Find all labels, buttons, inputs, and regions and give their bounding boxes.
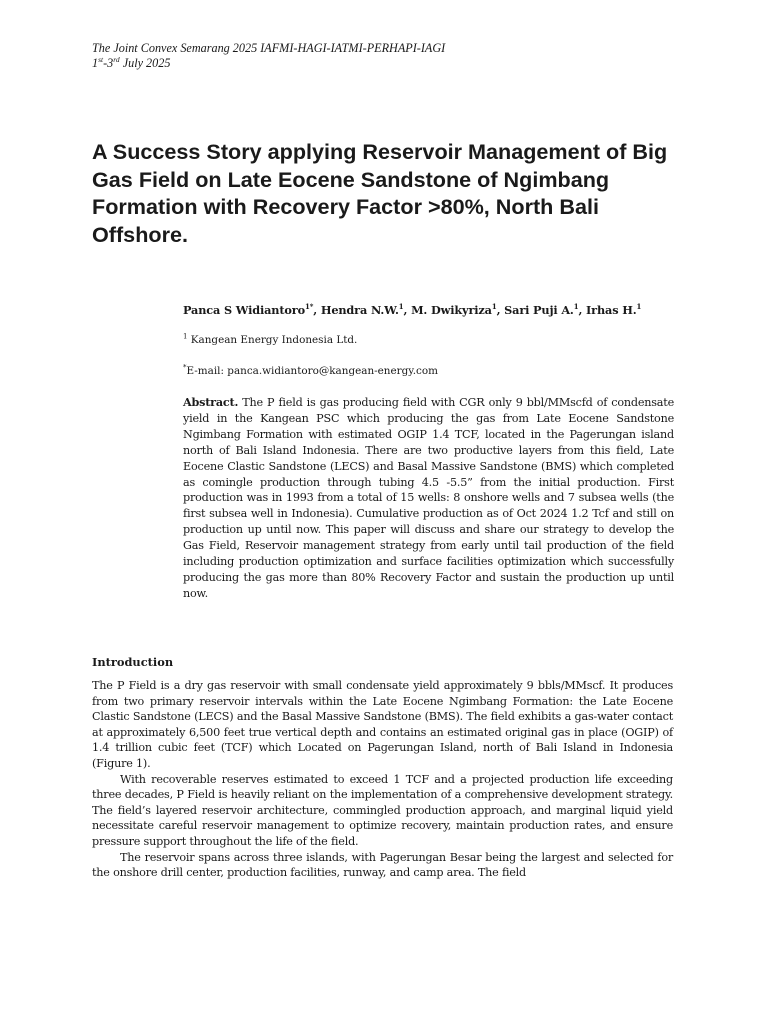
email-mark: * <box>183 363 187 372</box>
author-separator: , <box>313 303 321 317</box>
date-separator: -3 <box>103 56 114 70</box>
author-name: Panca S Widiantoro <box>183 303 305 317</box>
author-separator: , <box>578 303 587 317</box>
author-separator: , <box>403 303 412 317</box>
body-paragraph: With recoverable reserves estimated to exceed 1 TCF and a projected production life exceeding three decades, P Field is heavily reliant on the implementation of a comprehensive development strategy. The field’s layered reservoir architecture, commingled production approach, and marginal liquid yield necessitate careful reservoir management to optimize recovery, maintain production rates, and ensure pressure support throughout the life of the field. <box>92 772 673 848</box>
date-end-suffix: rd <box>113 54 120 64</box>
affiliation <box>183 333 683 348</box>
email-text: E-mail: panca.widiantoro@kangean-energy.com <box>186 365 438 377</box>
introduction-body <box>92 678 673 881</box>
author-affil-mark: 1* <box>305 302 314 312</box>
author-separator: , <box>496 303 505 317</box>
body-paragraph: The P Field is a dry gas reservoir with small condensate yield approximately 9 bbls/MMscf. It produces from two primary reservoir intervals within the Late Eocene Ngimbang Formation: the Late Eocene Clastic Sandstone (LECS) and the Basal Massive Sandstone (BMS). The field exhibits a gas-water contact at approximately 6,500 feet true vertical depth and contains an estimated original gas in place (OGIP) of 1.4 trillion cubic feet (TCF) which Located on Pagerungan Island, north of Bali Island in Indonesia (Figure 1). <box>92 679 673 770</box>
author-affil-mark: 1 <box>398 302 404 312</box>
running-header <box>92 41 692 71</box>
author-list <box>183 302 683 318</box>
conference-dates <box>92 56 692 71</box>
paper-title: A Success Story applying Reservoir Management of Big Gas Field on Late Eocene Sandstone of Ngimbang Formation with Recovery Factor >80%, North Bali Offshore. <box>92 139 668 247</box>
abstract <box>183 395 674 602</box>
corresponding-email <box>183 364 683 379</box>
date-start-suffix: st <box>98 54 104 64</box>
author-name: Hendra N.W. <box>320 303 399 317</box>
affiliation-text: Kangean Energy Indonesia Ltd. <box>187 334 358 346</box>
conference-name: The Joint Convex Semarang 2025 IAFMI-HAGI-IATMI-PERHAPI-IAGI <box>92 41 446 55</box>
author-name: Sari Puji A. <box>504 303 574 317</box>
author-name: Irhas H. <box>586 303 637 317</box>
abstract-text: The P field is gas producing field with CGR only 9 bbl/MMscfd of condensate yield in the Kangean PSC which producing the gas from Late Eocene Sandstone Ngimbang Formation with estimated OGIP 1.4 TCF, located in the Pagerungan island north of Bali Island Indonesia. There are two productive layers from this field, Late Eocene Clastic Sandstone (LECS) and Basal Massive Sandstone (BMS) which completed as comingle production through tubing 4.5 -5.5” from the initial production. First production was in 1993 from a total of 15 wells: 8 onshore wells and 7 subsea wells (the first subsea well in Indonesia). Cumulative production as of Oct 2024 1.2 Tcf and still on production up until now. This paper will discuss and share our strategy to develop the Gas Field, Reservoir management strategy from early until tail production of the field including production optimization and surface facilities optimization which successfully producing the gas more than 80% Recovery Factor and sustain the production up until now. <box>183 396 674 600</box>
date-month-year: July 2025 <box>119 56 171 70</box>
date-start-day: 1 <box>92 56 99 70</box>
author-affil-mark: 1 <box>491 302 497 312</box>
abstract-label: Abstract. <box>183 395 239 409</box>
author-affil-mark: 1 <box>636 302 642 312</box>
author-affil-mark: 1 <box>573 302 579 312</box>
introduction-heading: Introduction <box>92 655 174 669</box>
body-paragraph: The reservoir spans across three islands, with Pagerungan Besar being the largest and selected for the onshore drill center, production facilities, runway, and camp area. The field <box>92 850 673 880</box>
author-name: M. Dwikyriza <box>411 303 492 317</box>
affiliation-mark: 1 <box>183 332 188 341</box>
